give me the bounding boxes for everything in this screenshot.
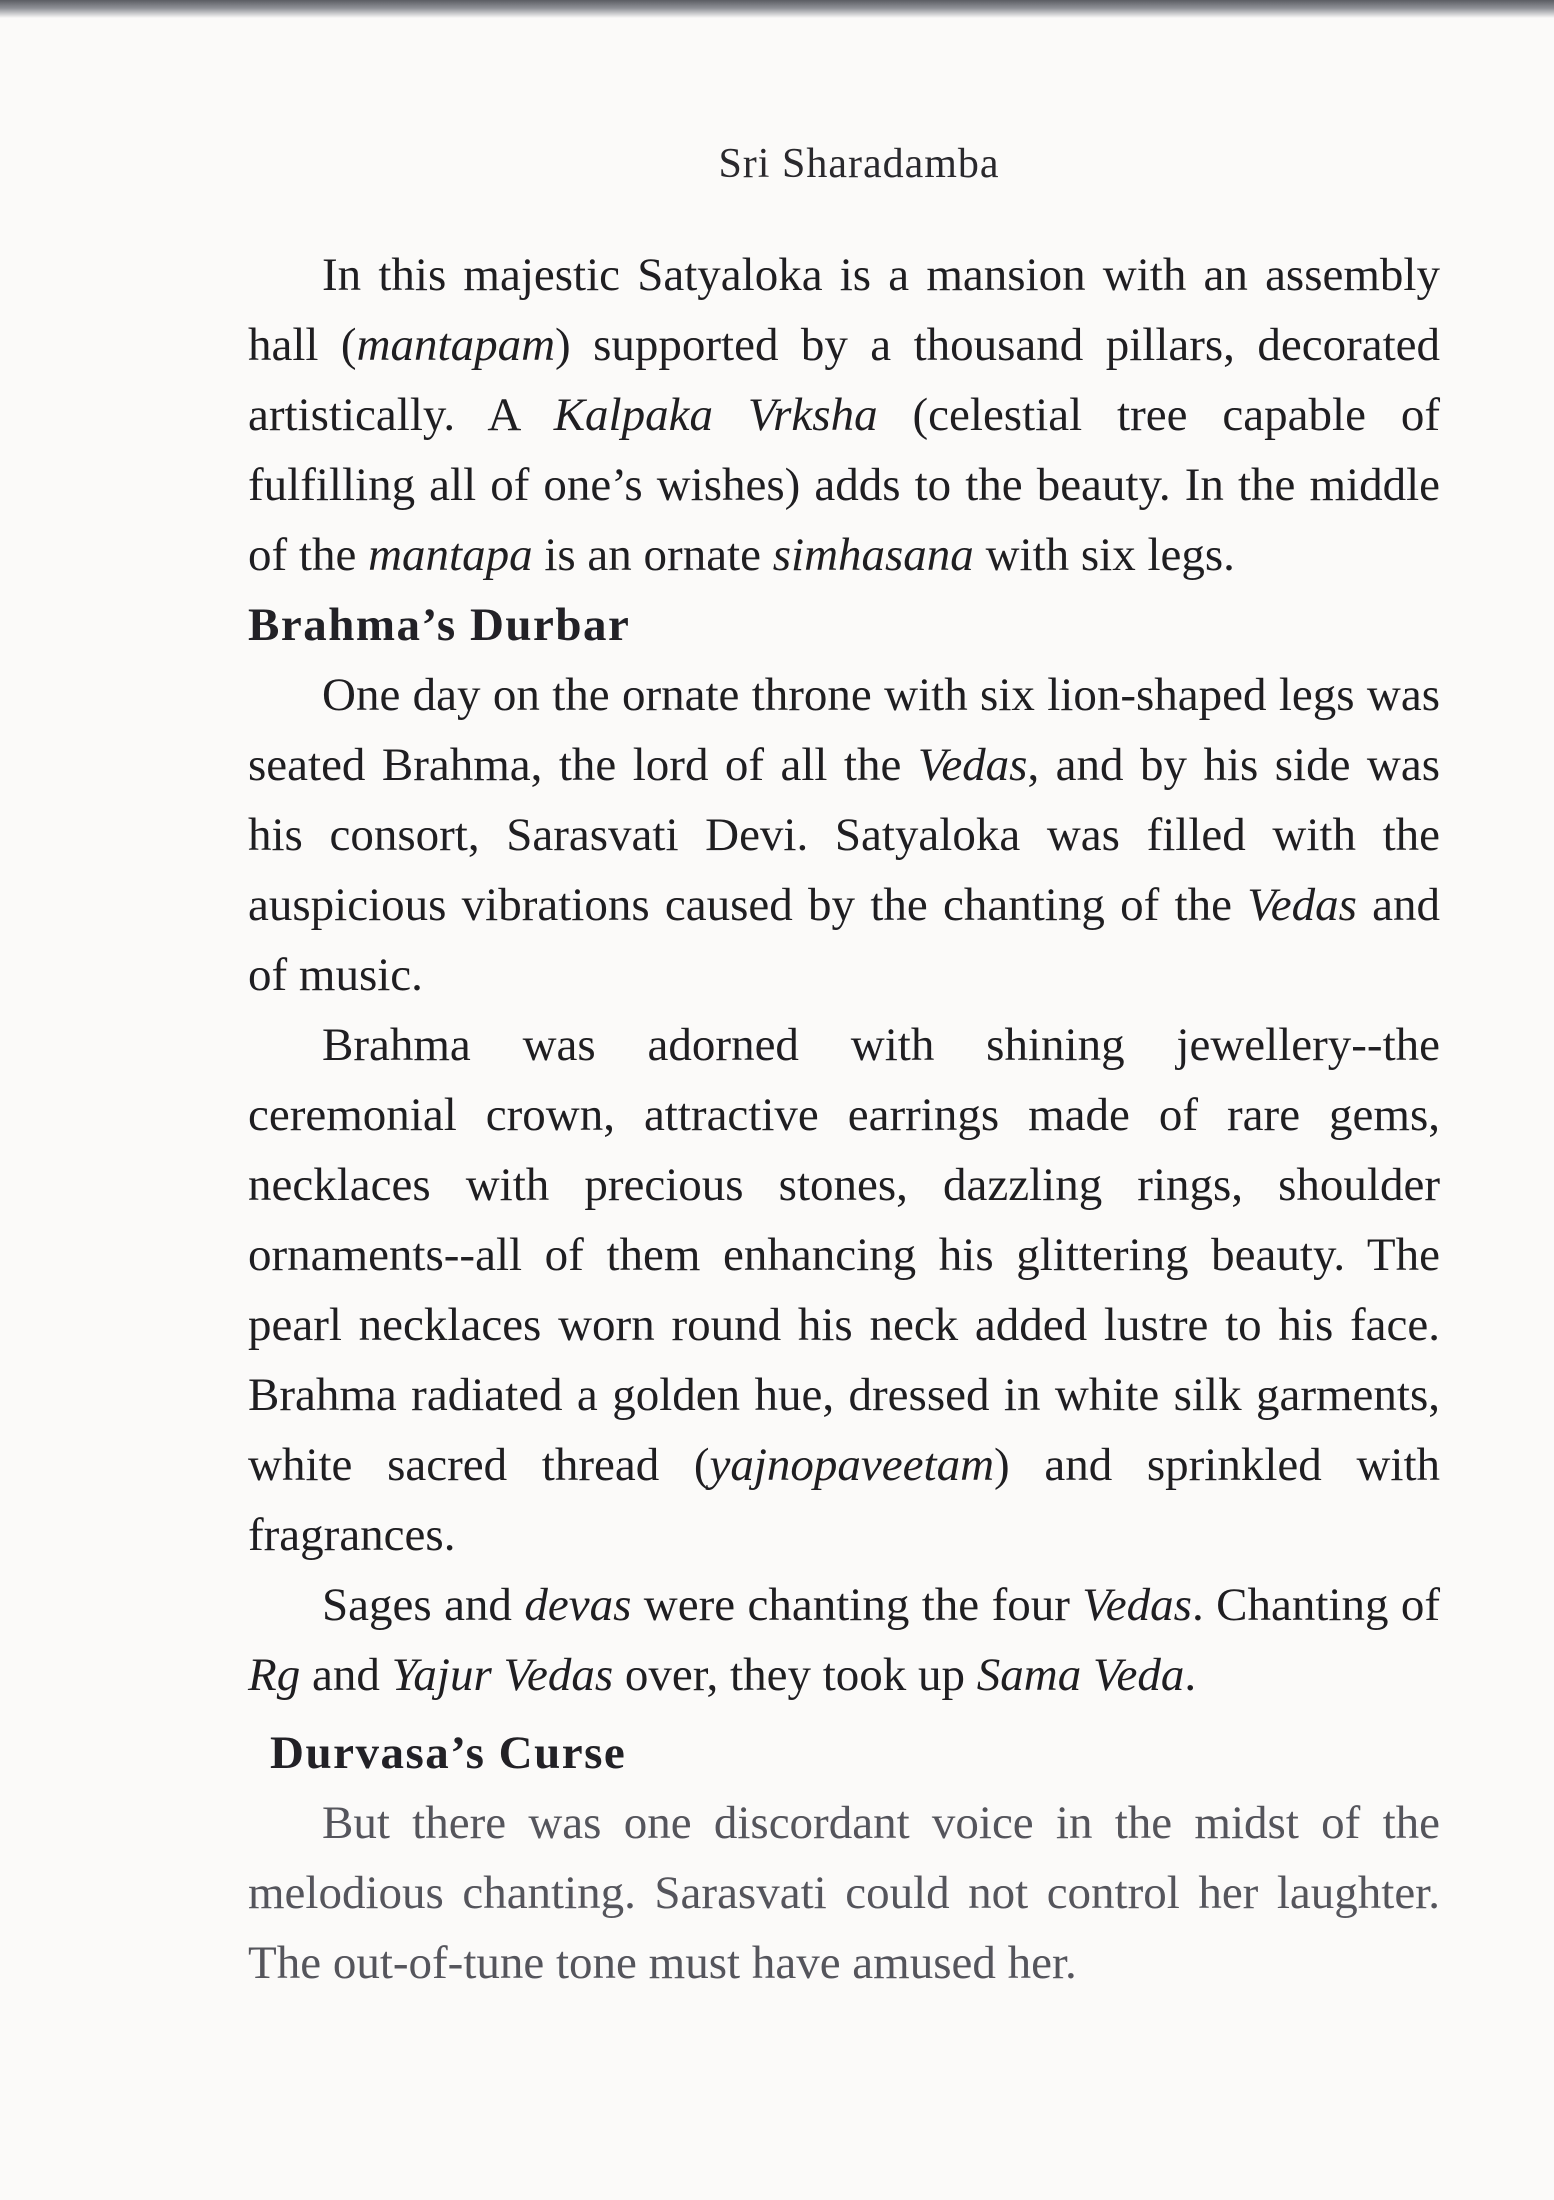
italic-term-devas: devas: [524, 1579, 632, 1631]
text-run: But there was one discordant voice in the midst of the melodious chanting. Sarasvati could not control her laughter. The out-of-tune tone must have amused her.: [248, 1797, 1440, 1989]
text-run: , and by his side was his consort, Sarasvati Devi. Satyaloka was filled with the auspicious vibrations caused by the chanting of the: [248, 739, 1440, 931]
italic-term-rg: Rg: [248, 1649, 301, 1701]
text-run: is an ornate: [532, 529, 773, 581]
running-head: Sri Sharadamba: [718, 141, 1000, 187]
text-run: In this majestic Satyaloka is a mansion with an assembly hall (: [248, 249, 1440, 371]
paragraph-intro: [248, 240, 1440, 590]
text-run: Brahma was adorned with shining jewellery--the ceremonial crown, attractive earrings made of rare gems, necklaces with precious stones, dazzling rings, shoulder ornaments--all of them enhancing his glittering beauty. The pearl necklaces worn round his neck added lustre to his face. Brahma radiated a golden hue, dressed in white silk garments, white sacred thread (: [248, 1019, 1440, 1491]
italic-term-vedas: Vedas: [917, 739, 1028, 791]
section-heading-brahmas-durbar: Brahma’s Durbar: [248, 599, 631, 651]
book-page: [248, 140, 1440, 1998]
italic-term-yajnopaveetam: yajnopaveetam: [709, 1439, 995, 1491]
paragraph-discordant-voice: [248, 1788, 1440, 1998]
paragraph-jewellery: [248, 1010, 1440, 1570]
text-run: and of music.: [248, 879, 1440, 1001]
italic-term-kalpaka-vrksha: Kalpaka Vrksha: [553, 389, 878, 441]
paragraph-throne: [248, 660, 1440, 1010]
text-run: .: [1184, 1649, 1197, 1701]
section-heading-durvasas-curse: Durvasa’s Curse: [270, 1727, 627, 1779]
italic-term-simhasana: simhasana: [772, 529, 974, 581]
italic-term-vedas: Vedas: [1082, 1579, 1192, 1631]
text-run: ) supported by a thousand pillars, decorated artistically. A: [248, 319, 1440, 441]
text-run: One day on the ornate throne with six lion-shaped legs was seated Brahma, the lord of all the: [248, 669, 1440, 791]
text-run: Sages and: [322, 1579, 525, 1631]
text-run: . Chanting of: [1191, 1579, 1441, 1631]
text-run: with six legs.: [973, 529, 1235, 581]
page-top-shadow: [0, 0, 1554, 18]
italic-term-vedas: Vedas: [1247, 879, 1357, 931]
text-run: (celestial tree capable of fulfilling all of one’s wishes) adds to the beauty. In the middle of the: [248, 389, 1441, 581]
italic-term-yajur-vedas: Yajur Vedas: [391, 1649, 614, 1701]
text-run: and: [300, 1649, 392, 1701]
paragraph-chanting: [248, 1570, 1440, 1710]
text-run: over, they took up: [613, 1649, 977, 1701]
italic-term-mantapam: mantapam: [356, 319, 556, 371]
text-run: ) and sprinkled with fragrances.: [248, 1439, 1440, 1561]
italic-term-mantapa: mantapa: [368, 529, 533, 581]
italic-term-sama-veda: Sama Veda: [976, 1649, 1185, 1701]
text-run: were chanting the four: [631, 1579, 1083, 1631]
